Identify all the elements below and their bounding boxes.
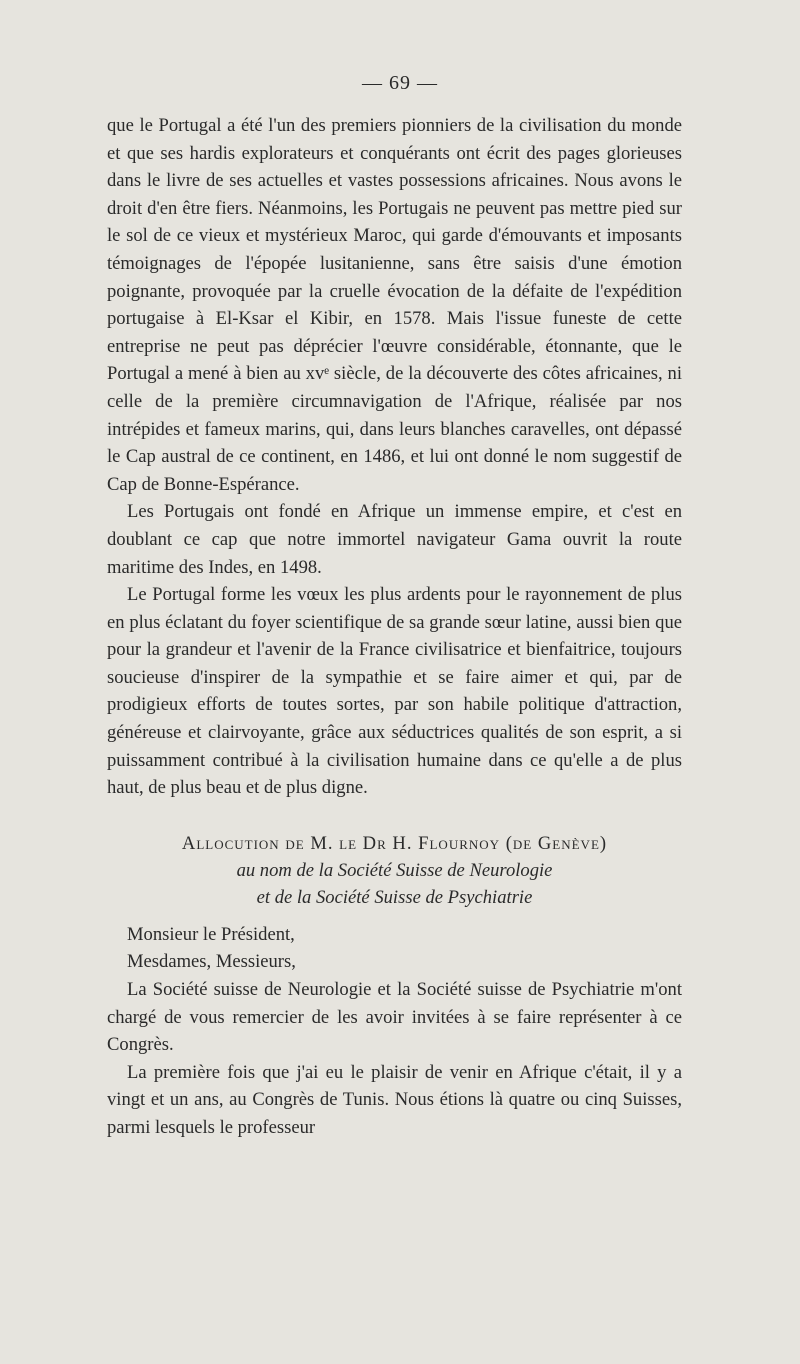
salutation-line-1: Monsieur le Président, [127,923,295,945]
paragraph-3: Le Portugal forme les vœux les plus ardents pour le rayonnement de plus en plus éclatant du foyer scientifique de sa grande sœur latine, aussi bien que pour la grandeur et l'avenir de la France civilisatrice et bienfaitrice, toujours soucieuse d'inspirer de la sympathie et se faire aimer et qui, par de prodigieux efforts de toutes sortes, par son habile politique d'attraction, généreuse et clairvoyante, grâce aux séductrices qualités de son esprit, a si puissamment contribué à la civilisation humaine dans ce qu'elle a de plus haut, de plus beau et de plus digne. [107,584,682,799]
heading-title: Allocution de M. le Dr H. Flournoy (de Genève) [181,832,608,854]
page-body [107,112,682,1142]
heading-subtitle-1: au nom de la Société Suisse de Neurologie [236,859,553,881]
page-number: — 69 — [362,72,438,94]
heading-subtitle-2: et de la Société Suisse de Psychiatrie [256,886,533,908]
paragraph-1: que le Portugal a été l'un des premiers pionniers de la civilisation du monde et que ses hardis explorateurs et conquérants ont écrit des pages glorieuses dans le livre de ses actuelles et vastes possessions africaines. Nous avons le droit d'en être fiers. Néanmoins, les Portugais ne peuvent pas mettre pied sur le sol de ce vieux et mystérieux Maroc, qui garde d'émouvants et imposants témoignages de l'épopée lusitanienne, sans être saisis d'une émotion poignante, provoquée par la cruelle évocation de la défaite de l'expédition portugaise à El-Ksar el Kibir, en 1578. Mais l'issue funeste de cette entreprise ne peut pas déprécier l'œuvre considérable, étonnante, que le Portugal a mené à bien au xvᵉ siècle, de la découverte des côtes africaines, ni celle de la première circumnavigation de l'Afrique, réalisée par nos intrépides et fameux marins, qui, dans leurs blanches caravelles, ont dépassé le Cap austral de ce continent, en 1486, et lui ont donné le nom suggestif de Cap de Bonne-Espérance. [107,115,682,495]
paragraph-2: Les Portugais ont fondé en Afrique un immense empire, et c'est en doublant ce cap que notre immortel navigateur Gama ouvrit la route maritime des Indes, en 1498. [107,501,682,578]
section-heading [107,830,682,911]
paragraph-5: La première fois que j'ai eu le plaisir de venir en Afrique c'était, il y a vingt et un ans, au Congrès de Tunis. Nous étions là quatre ou cinq Suisses, parmi lesquels le professeur [107,1061,682,1138]
salutation-line-2: Mesdames, Messieurs, [127,951,296,973]
paragraph-4: La Société suisse de Neurologie et la Société suisse de Psychiatrie m'ont chargé de vous remercier de les avoir invitées à se faire représenter à ce Congrès. [107,979,682,1056]
